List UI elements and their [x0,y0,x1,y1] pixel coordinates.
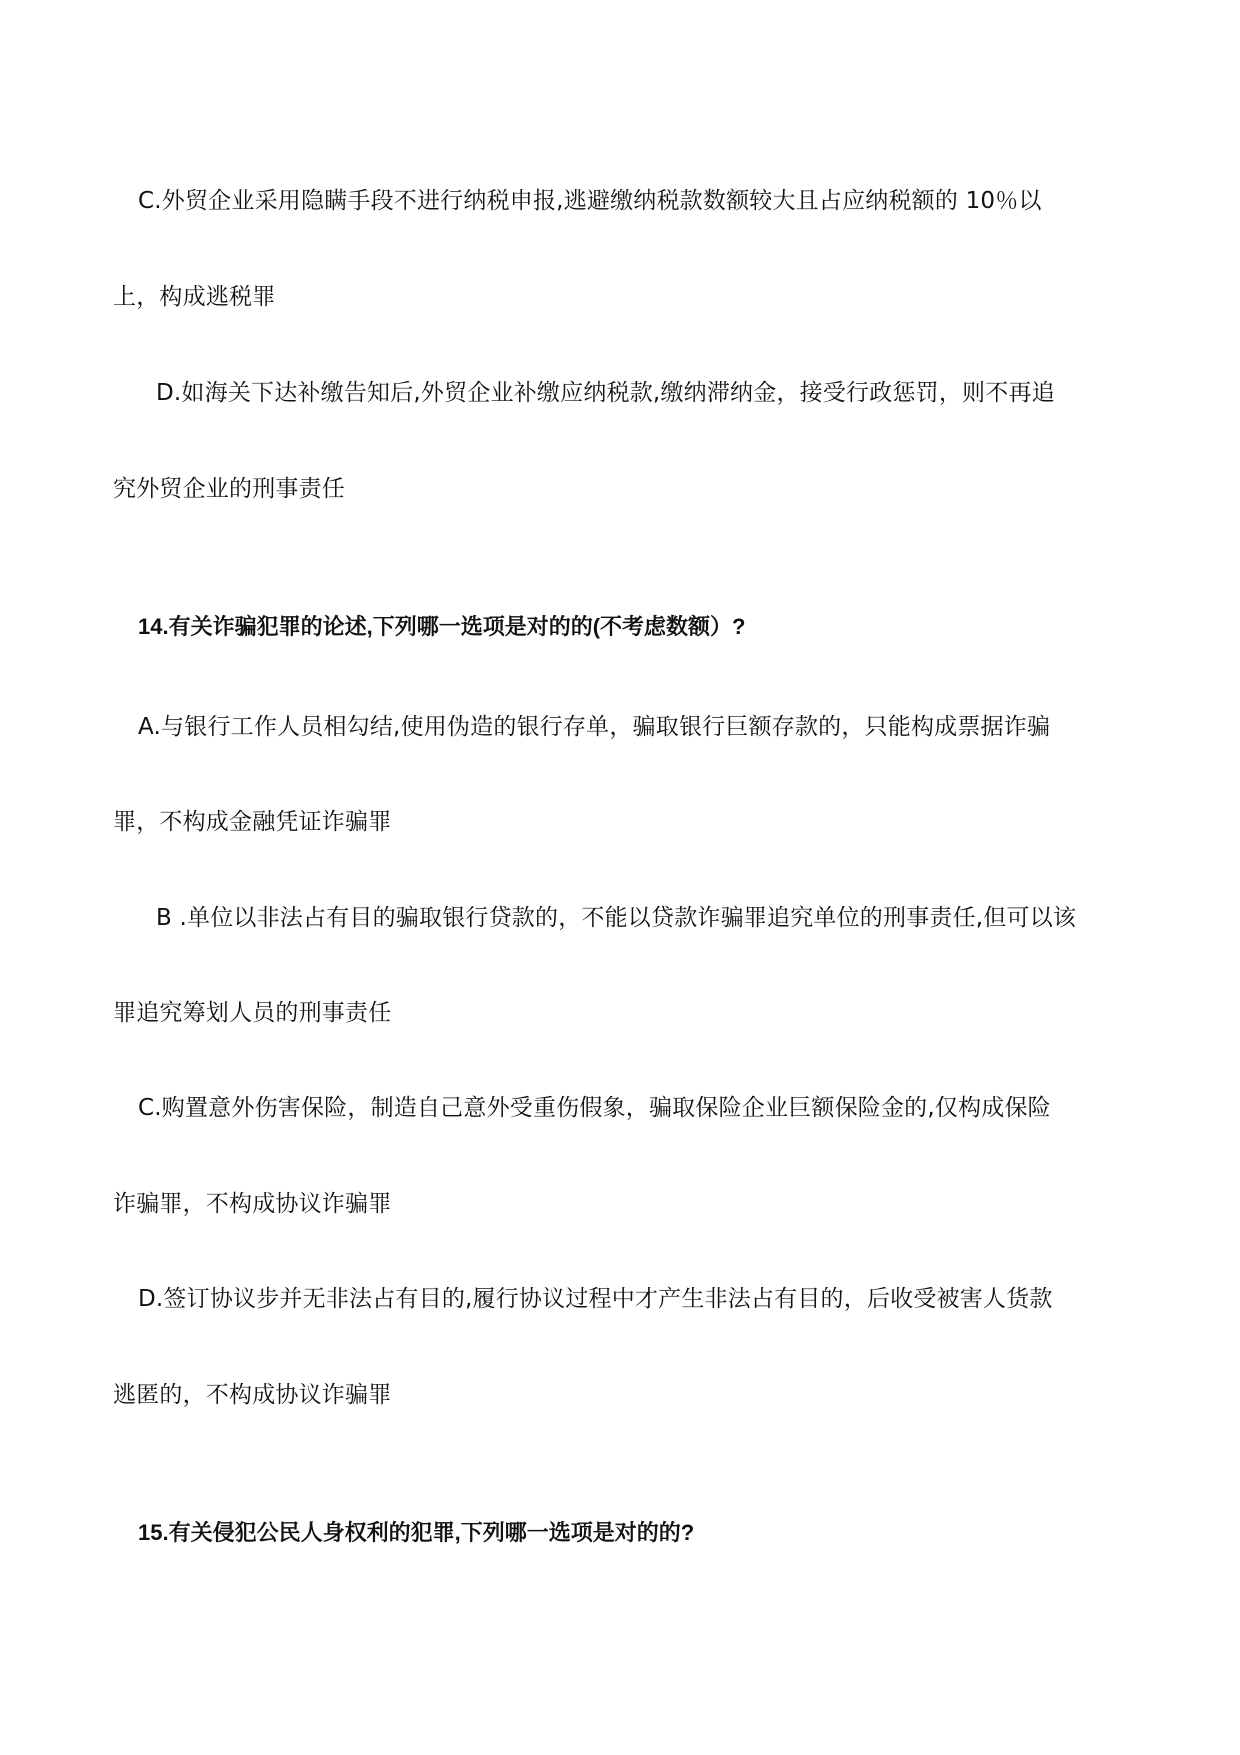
q14-option-a-line1: A.与银行工作人员相勾结,使用伪造的银行存单，骗取银行巨额存款的，只能构成票据诈骗 [138,714,1051,740]
q14-option-d-line2: 逃匿的，不构成协议诈骗罪 [113,1382,392,1408]
q14-option-b-line1: B .单位以非法占有目的骗取银行贷款的，不能以贷款诈骗罪追究单位的刑事责任,但可以该 [156,905,1077,931]
q14-option-d-line1: D.签订协议步并无非法占有目的,履行协议过程中才产生非法占有目的，后收受被害人货款 [138,1286,1053,1312]
q14-option-b-line2: 罪追究筹划人员的刑事责任 [113,1000,392,1026]
q14-option-c-line2: 诈骗罪，不构成协议诈骗罪 [113,1191,392,1217]
option-c-tax-line1: C.外贸企业采用隐瞒手段不进行纳税申报,逃避缴纳税款数额较大且占应纳税额的 10％以 [138,188,1042,214]
q14-option-c-line1: C.购置意外伤害保险，制造自己意外受重伤假象，骗取保险企业巨额保险金的,仅构成保险 [138,1095,1051,1121]
question-15-title: 15.有关侵犯公民人身权利的犯罪,下列哪一选项是对的的? [138,1520,695,1545]
option-c-tax-line2: 上，构成逃税罪 [113,284,276,310]
question-14-title: 14.有关诈骗犯罪的论述,下列哪一选项是对的的(不考虑数额）? [138,614,746,639]
option-d-tax-line1: D.如海关下达补缴告知后,外贸企业补缴应纳税款,缴纳滞纳金，接受行政惩罚，则不再追 [156,380,1055,406]
q14-option-a-line2: 罪，不构成金融凭证诈骗罪 [113,809,392,835]
option-d-tax-line2: 究外贸企业的刑事责任 [113,476,345,502]
